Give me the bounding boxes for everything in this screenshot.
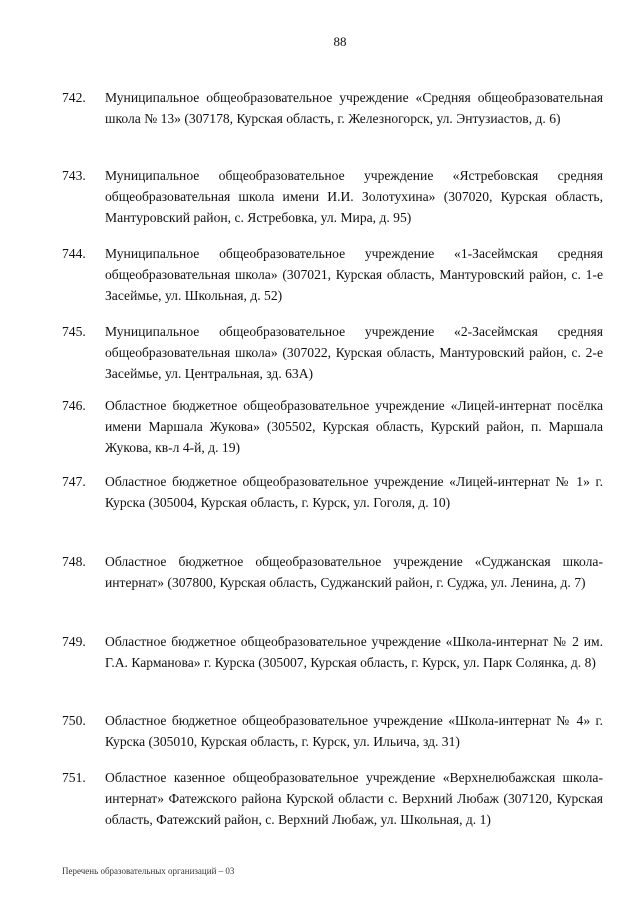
entry-text: Муниципальное общеобразовательное учреждение «Ястребовская средняя общеобразовательная школа имени И.И. Золотухина» (307020, Курская область, Мантуровский район, с. Ястребовка, ул. Мира, д. 95) [105,168,603,225]
entry-text: Областное бюджетное общеобразовательное учреждение «Лицей-интернат посёлка имени Маршала Жукова» (305502, Курская область, Курский район, п. Маршала Жукова, кв-л 4-й, д. 19) [105,398,603,455]
entry-number: 744. [62,246,86,261]
entry-number: 747. [62,474,86,489]
page-number: 88 [333,34,347,49]
list-item [62,631,603,673]
entry-number: 745. [62,324,86,339]
list-item [62,710,603,752]
entry-text: Муниципальное общеобразовательное учреждение «1-Засеймская средняя общеобразовательная школа» (307021, Курская область, Мантуровский район, с. 1-е Засеймье, ул. Школьная, д. 52) [105,246,603,303]
list-item [62,471,603,513]
entry-text: Областное бюджетное общеобразовательное учреждение «Школа-интернат № 4» г. Курска (305010, Курская область, г. Курск, ул. Ильича, зд. 31) [105,713,603,749]
list-item [62,321,603,384]
page-footer: Перечень образовательных организаций – 03 [62,866,235,876]
entry-number: 748. [62,554,86,569]
entry-number: 742. [62,90,86,105]
entry-text: Областное бюджетное общеобразовательное учреждение «Лицей-интернат № 1» г. Курска (305004, Курская область, г. Курск, ул. Гоголя, д. 10) [105,474,603,510]
list-item [62,395,603,458]
entry-number: 750. [62,713,86,728]
entry-text: Областное казенное общеобразовательное учреждение «Верхнелюбажская школа-интернат» Фатежского района Курской области с. Верхний Любаж (307120, Курская область, Фатежский район, с. Верхний Любаж, ул. Школьная, д. 1) [105,770,603,827]
entry-text: Областное бюджетное общеобразовательное учреждение «Школа-интернат № 2 им. Г.А. Карманова» г. Курска (305007, Курская область, г. Курск, ул. Парк Солянка, д. 8) [105,634,603,670]
list-item [62,767,603,830]
entry-number: 743. [62,168,86,183]
list-item [62,87,603,129]
entry-number: 749. [62,634,86,649]
entry-text: Муниципальное общеобразовательное учреждение «Средняя общеобразовательная школа № 13» (307178, Курская область, г. Железногорск, ул. Энтузиастов, д. 6) [105,90,603,126]
entry-text: Муниципальное общеобразовательное учреждение «2-Засеймская средняя общеобразовательная школа» (307022, Курская область, Мантуровский район, с. 2-е Засеймье, ул. Центральная, зд. 63А) [105,324,603,381]
entry-number: 746. [62,398,86,413]
list-item [62,165,603,228]
entry-number: 751. [62,770,86,785]
list-item [62,243,603,306]
entry-text: Областное бюджетное общеобразовательное учреждение «Суджанская школа-интернат» (307800, Курская область, Суджанский район, г. Суджа, ул. Ленина, д. 7) [105,554,603,590]
list-item [62,551,603,593]
